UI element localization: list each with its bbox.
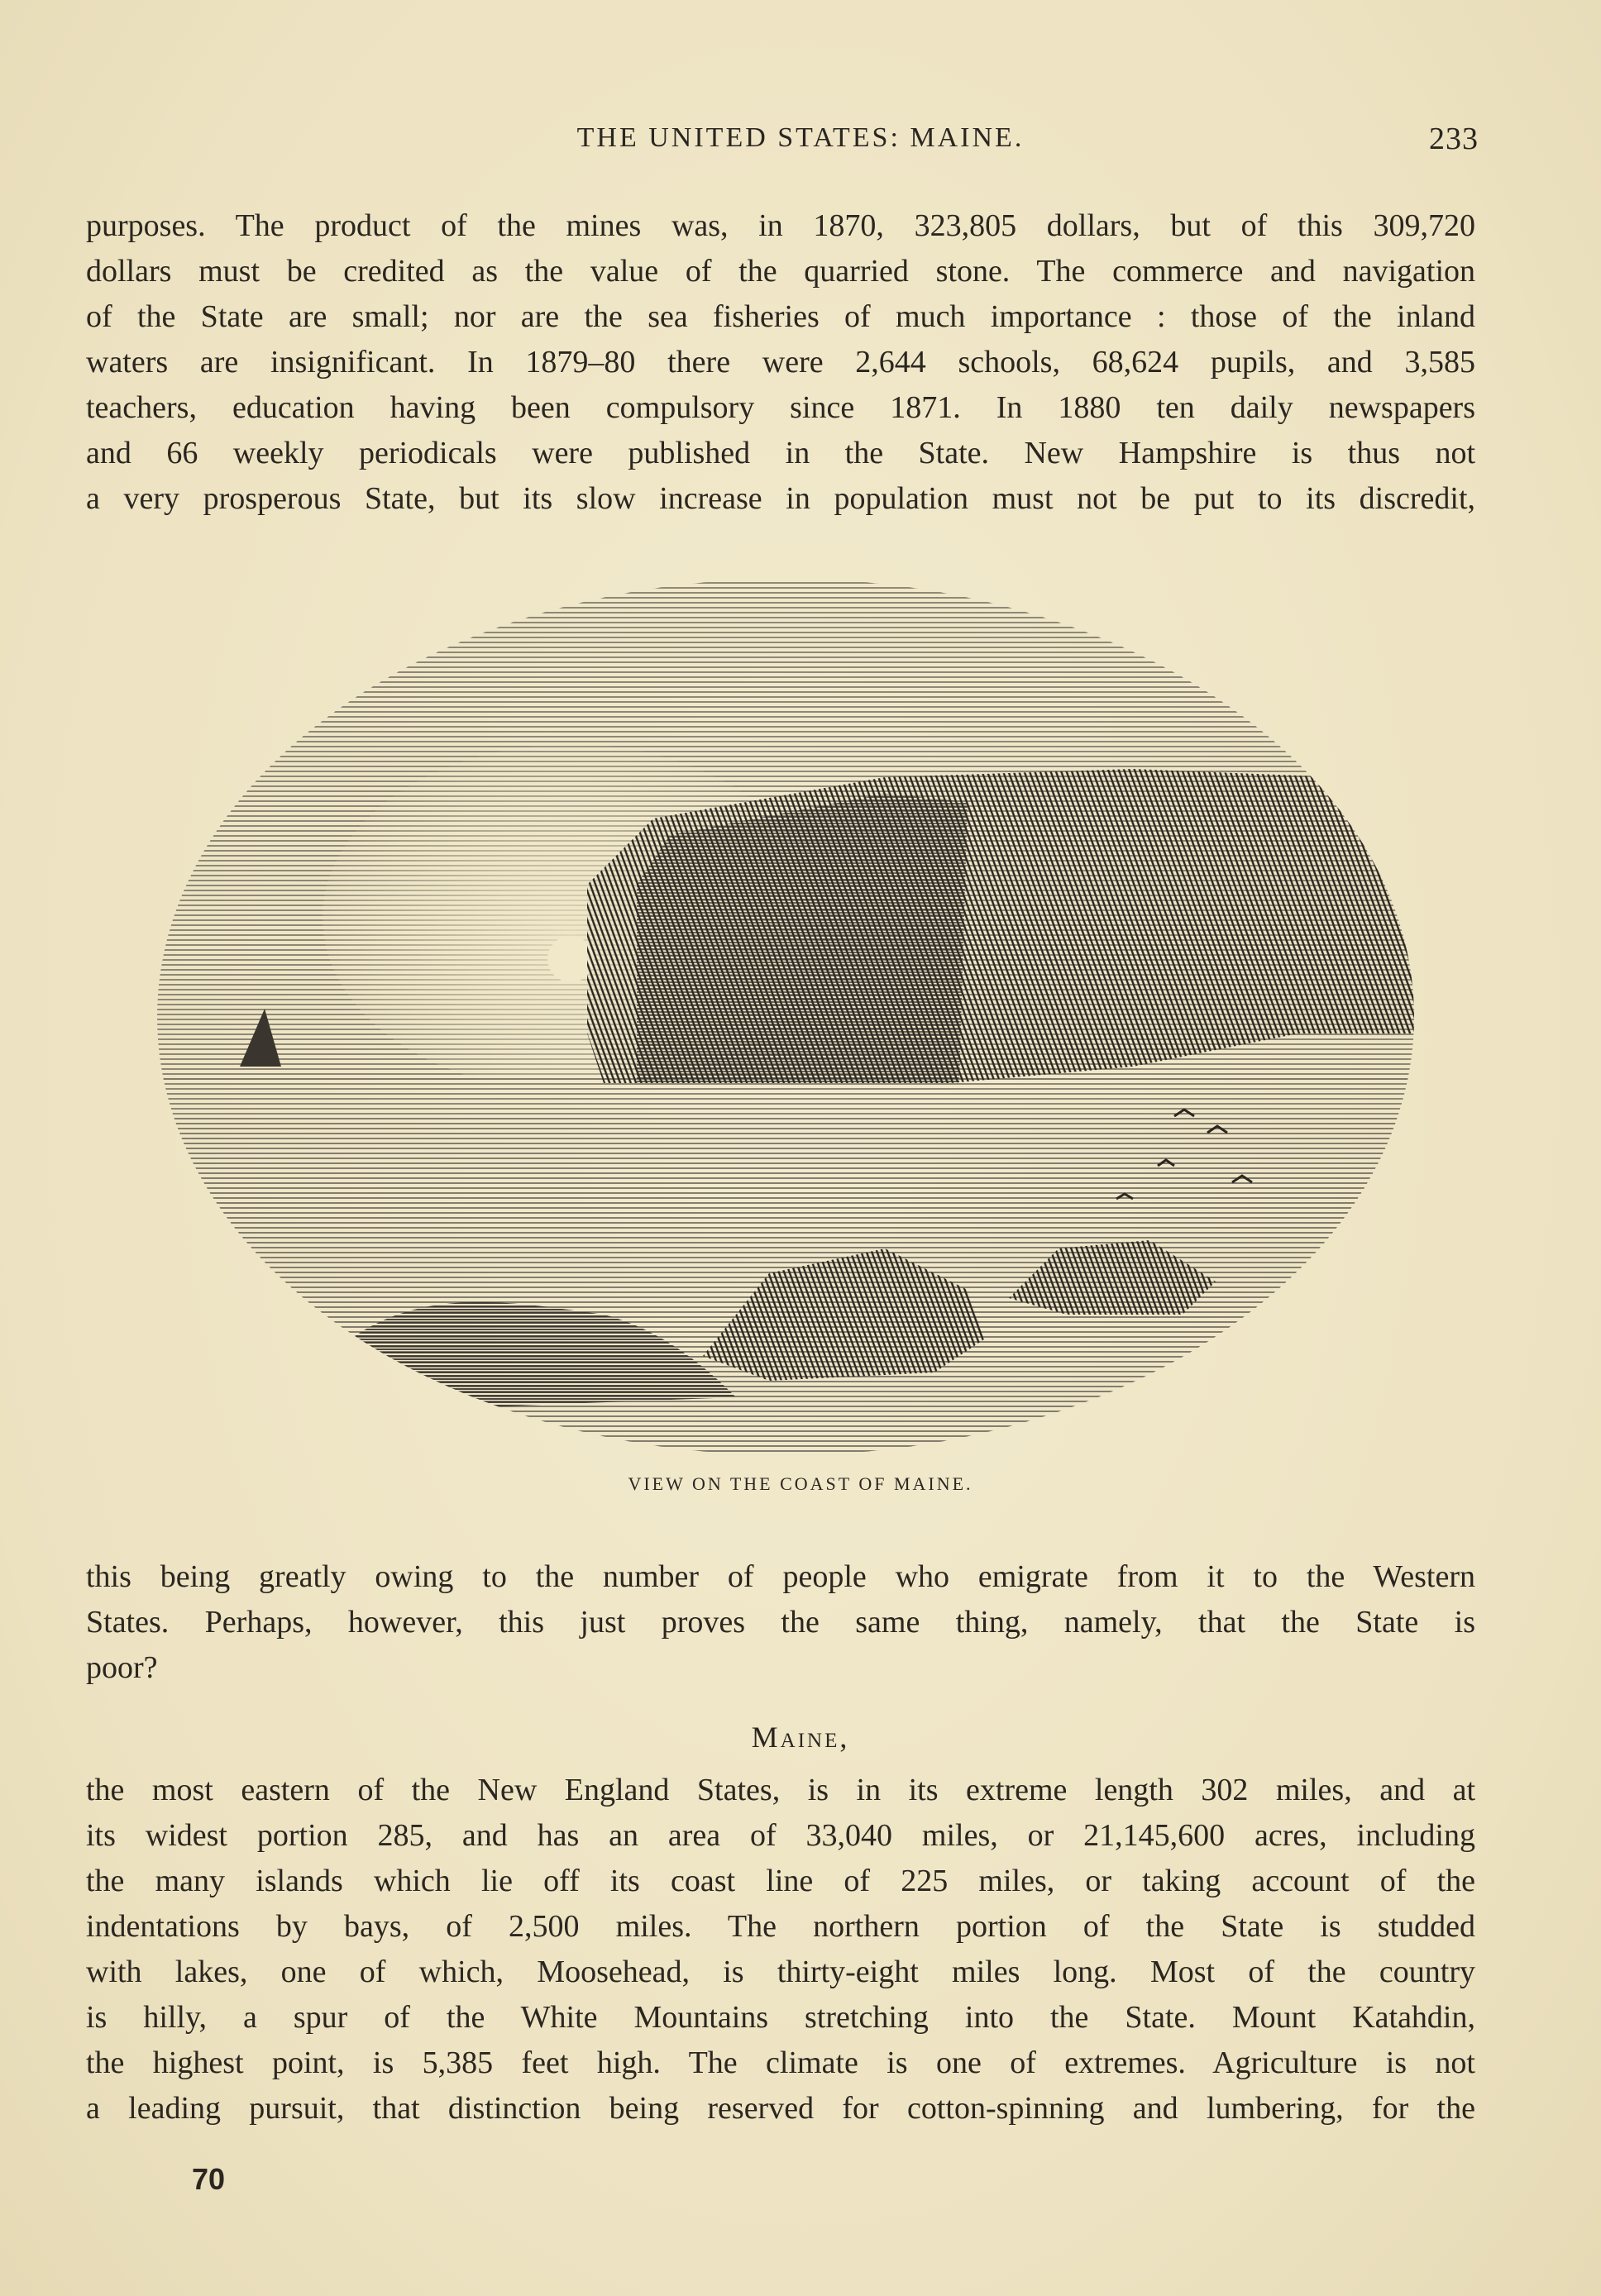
text-line: with lakes, one of which, Moosehead, is thirty-eight miles long. Most of the country xyxy=(86,1955,1475,1989)
text-line: poor? xyxy=(86,1650,158,1685)
text-line: teachers, education having been compulsory since 1871. In 1880 ten daily newspapers xyxy=(86,390,1475,425)
illustration-caption: VIEW ON THE COAST OF MAINE. xyxy=(628,1473,973,1494)
coast-engraving-illustration xyxy=(141,570,1431,1463)
paragraph-new-hampshire xyxy=(86,203,1475,522)
text-line: of the State are small; nor are the sea fisheries of much importance : those of the inland xyxy=(86,299,1475,334)
text-line: and 66 weekly periodicals were published in the State. New Hampshire is thus not xyxy=(86,436,1475,470)
text-line: purposes. The product of the mines was, in 1870, 323,805 dollars, but of this 309,720 xyxy=(86,208,1475,243)
text-line: its widest portion 285, and has an area of 33,040 miles, or 21,145,600 acres, including xyxy=(86,1818,1475,1853)
running-head: THE UNITED STATES: MAINE. xyxy=(576,122,1025,153)
text-line: the many islands which lie off its coast line of 225 miles, or taking account of the xyxy=(86,1864,1475,1898)
text-line: the highest point, is 5,385 feet high. The climate is one of extremes. Agriculture is not xyxy=(86,2045,1475,2080)
text-line: a very prosperous State, but its slow increase in population must not be put to its discredit, xyxy=(86,481,1475,516)
text-line: indentations by bays, of 2,500 miles. The northern portion of the State is studded xyxy=(86,1909,1475,1944)
section-heading-maine: Maine, xyxy=(751,1721,850,1754)
text-line: dollars must be credited as the value of the quarried stone. The commerce and navigation xyxy=(86,254,1475,289)
page-number: 233 xyxy=(1429,122,1479,156)
text-line: this being greatly owing to the number of people who emigrate from it to the Western xyxy=(86,1559,1475,1594)
text-line: waters are insignificant. In 1879–80 there were 2,644 schools, 68,624 pupils, and 3,585 xyxy=(86,345,1475,379)
paragraph-maine xyxy=(86,1768,1475,2131)
text-line: States. Perhaps, however, this just proves the same thing, namely, that the State is xyxy=(86,1605,1475,1640)
text-line: a leading pursuit, that distinction being reserved for cotton-spinning and lumbering, for the xyxy=(86,2091,1475,2126)
paragraph-continuation xyxy=(86,1554,1475,1691)
text-line: is hilly, a spur of the White Mountains stretching into the State. Mount Katahdin, xyxy=(86,2000,1475,2035)
text-line: the most eastern of the New England States, is in its extreme length 302 miles, and at xyxy=(86,1773,1475,1807)
signature-mark: 70 xyxy=(192,2162,226,2196)
